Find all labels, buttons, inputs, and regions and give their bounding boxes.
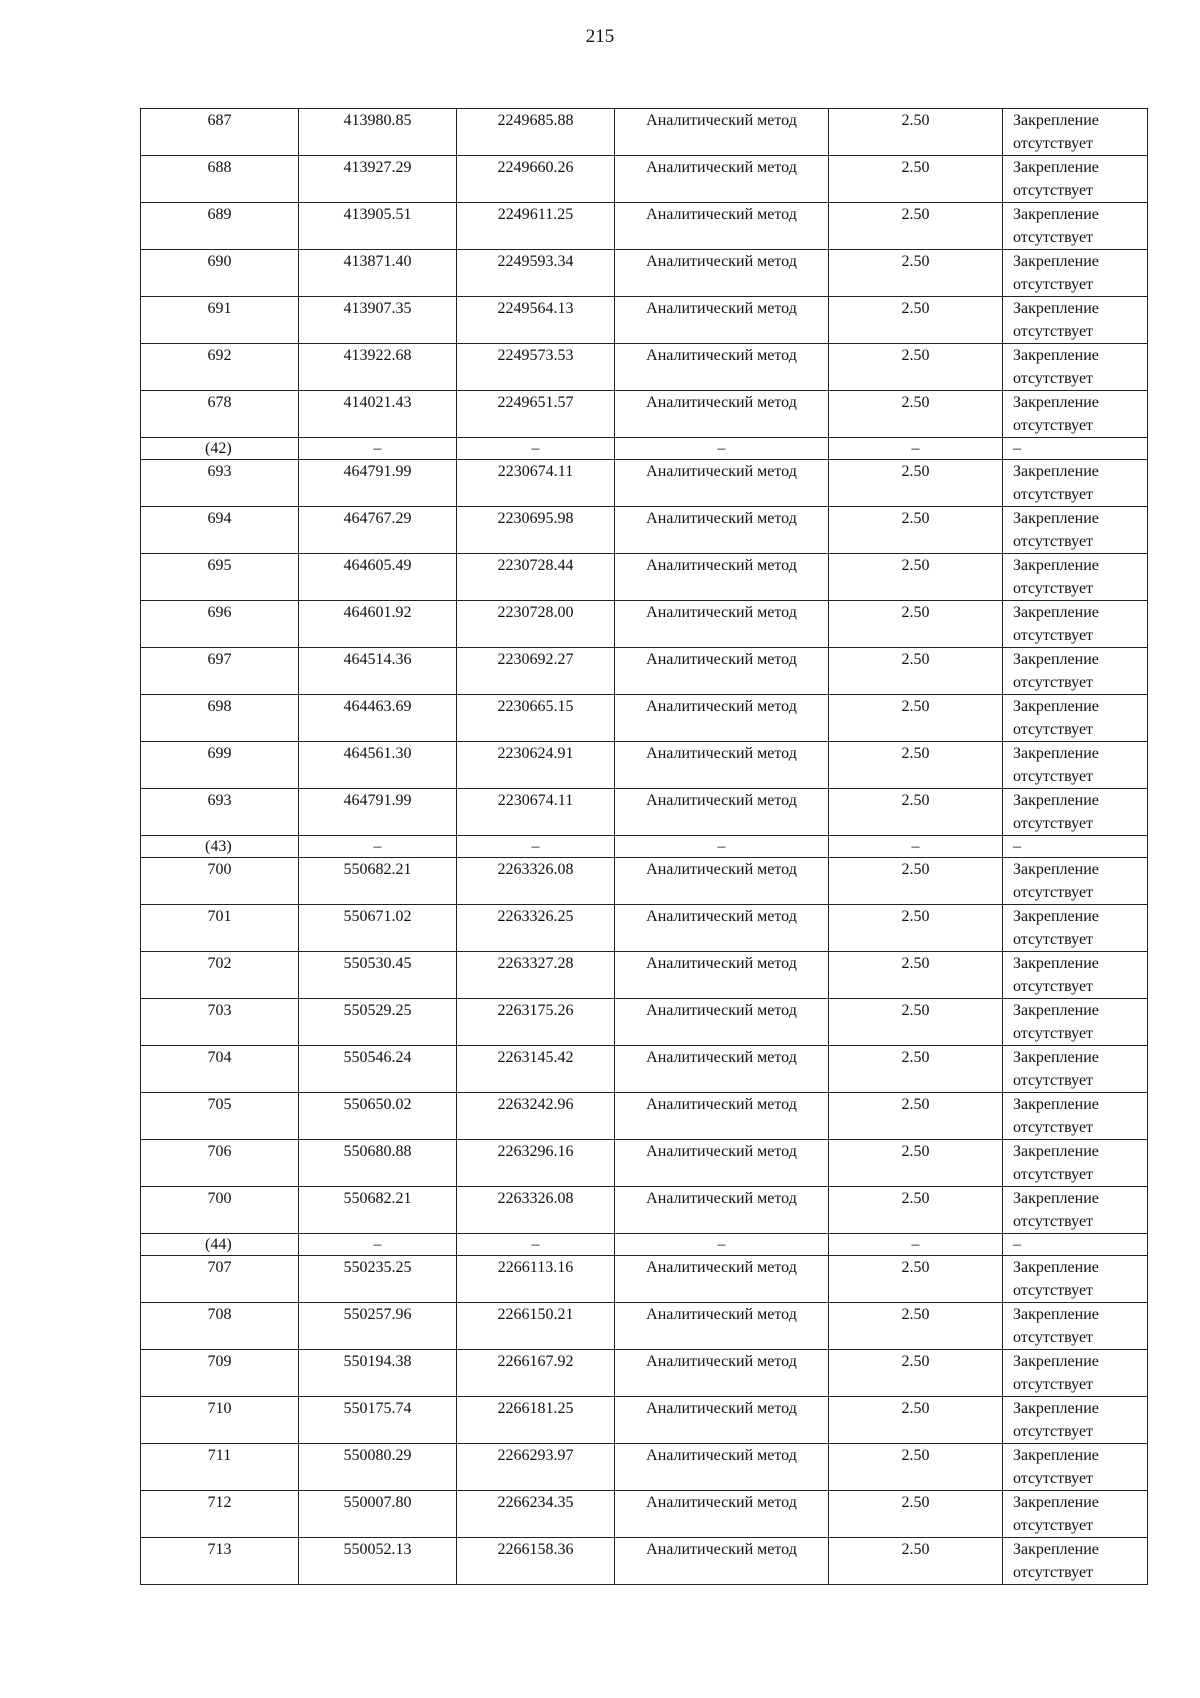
x-coordinate-cell: 550650.02 — [299, 1093, 457, 1140]
fixation-cell: Закрепление отсутствует — [1003, 1397, 1148, 1444]
fixation-cell: Закрепление отсутствует — [1003, 601, 1148, 648]
method-cell: Аналитический метод — [615, 203, 829, 250]
accuracy-cell: 2.50 — [829, 156, 1003, 203]
x-coordinate-cell: 464463.69 — [299, 695, 457, 742]
fixation-cell: Закрепление отсутствует — [1003, 344, 1148, 391]
y-coordinate-cell: 2230674.11 — [457, 460, 615, 507]
method-cell: Аналитический метод — [615, 1187, 829, 1234]
contour-separator-row — [141, 1234, 1148, 1256]
accuracy-cell: – — [829, 1234, 1003, 1256]
y-coordinate-cell: 2230692.27 — [457, 648, 615, 695]
accuracy-cell: 2.50 — [829, 601, 1003, 648]
method-cell: Аналитический метод — [615, 858, 829, 905]
table-row — [141, 1491, 1148, 1538]
accuracy-cell: 2.50 — [829, 554, 1003, 601]
method-cell: Аналитический метод — [615, 391, 829, 438]
fixation-cell: Закрепление отсутствует — [1003, 391, 1148, 438]
y-coordinate-cell: 2263296.16 — [457, 1140, 615, 1187]
y-coordinate-cell: 2263327.28 — [457, 952, 615, 999]
x-coordinate-cell: 464601.92 — [299, 601, 457, 648]
point-number-cell: 705 — [141, 1093, 299, 1140]
table-row — [141, 601, 1148, 648]
point-number-cell: 695 — [141, 554, 299, 601]
point-number-cell: 708 — [141, 1303, 299, 1350]
accuracy-cell: – — [829, 836, 1003, 858]
point-number-cell: (44) — [141, 1234, 299, 1256]
y-coordinate-cell: 2263326.25 — [457, 905, 615, 952]
x-coordinate-cell: 413871.40 — [299, 250, 457, 297]
method-cell: Аналитический метод — [615, 1093, 829, 1140]
point-number-cell: 701 — [141, 905, 299, 952]
method-cell: Аналитический метод — [615, 1303, 829, 1350]
accuracy-cell: 2.50 — [829, 1187, 1003, 1234]
method-cell: Аналитический метод — [615, 1256, 829, 1303]
accuracy-cell: 2.50 — [829, 1093, 1003, 1140]
accuracy-cell: 2.50 — [829, 250, 1003, 297]
x-coordinate-cell: 413905.51 — [299, 203, 457, 250]
y-coordinate-cell: 2266181.25 — [457, 1397, 615, 1444]
point-number-cell: 690 — [141, 250, 299, 297]
fixation-cell: Закрепление отсутствует — [1003, 789, 1148, 836]
method-cell: Аналитический метод — [615, 1444, 829, 1491]
fixation-cell: Закрепление отсутствует — [1003, 1491, 1148, 1538]
point-number-cell: 711 — [141, 1444, 299, 1491]
method-cell: Аналитический метод — [615, 344, 829, 391]
method-cell: Аналитический метод — [615, 601, 829, 648]
x-coordinate-cell: 550671.02 — [299, 905, 457, 952]
x-coordinate-cell: – — [299, 836, 457, 858]
table-row — [141, 1140, 1148, 1187]
accuracy-cell: 2.50 — [829, 858, 1003, 905]
accuracy-cell: 2.50 — [829, 391, 1003, 438]
point-number-cell: 689 — [141, 203, 299, 250]
y-coordinate-cell: 2249611.25 — [457, 203, 615, 250]
table-row — [141, 1538, 1148, 1585]
accuracy-cell: 2.50 — [829, 1046, 1003, 1093]
method-cell: Аналитический метод — [615, 789, 829, 836]
method-cell: – — [615, 1234, 829, 1256]
accuracy-cell: 2.50 — [829, 203, 1003, 250]
method-cell: Аналитический метод — [615, 460, 829, 507]
accuracy-cell: 2.50 — [829, 1444, 1003, 1491]
fixation-cell: Закрепление отсутствует — [1003, 1093, 1148, 1140]
y-coordinate-cell: 2249685.88 — [457, 109, 615, 156]
accuracy-cell: 2.50 — [829, 297, 1003, 344]
y-coordinate-cell: 2266167.92 — [457, 1350, 615, 1397]
point-number-cell: 700 — [141, 858, 299, 905]
x-coordinate-cell: 550682.21 — [299, 1187, 457, 1234]
point-number-cell: (43) — [141, 836, 299, 858]
y-coordinate-cell: 2266113.16 — [457, 1256, 615, 1303]
accuracy-cell: 2.50 — [829, 1140, 1003, 1187]
y-coordinate-cell: 2230665.15 — [457, 695, 615, 742]
page-number: 215 — [585, 26, 615, 47]
y-coordinate-cell: – — [457, 836, 615, 858]
accuracy-cell: 2.50 — [829, 648, 1003, 695]
table-row — [141, 1444, 1148, 1491]
y-coordinate-cell: 2230674.11 — [457, 789, 615, 836]
method-cell: Аналитический метод — [615, 742, 829, 789]
method-cell: Аналитический метод — [615, 952, 829, 999]
accuracy-cell: 2.50 — [829, 695, 1003, 742]
point-number-cell: 707 — [141, 1256, 299, 1303]
fixation-cell: Закрепление отсутствует — [1003, 1187, 1148, 1234]
fixation-cell: Закрепление отсутствует — [1003, 156, 1148, 203]
y-coordinate-cell: 2230695.98 — [457, 507, 615, 554]
fixation-cell: Закрепление отсутствует — [1003, 1538, 1148, 1585]
point-number-cell: 694 — [141, 507, 299, 554]
x-coordinate-cell: – — [299, 1234, 457, 1256]
x-coordinate-cell: 550530.45 — [299, 952, 457, 999]
x-coordinate-cell: 413907.35 — [299, 297, 457, 344]
table-row — [141, 109, 1148, 156]
point-number-cell: 712 — [141, 1491, 299, 1538]
fixation-cell: Закрепление отсутствует — [1003, 460, 1148, 507]
x-coordinate-cell: 550682.21 — [299, 858, 457, 905]
fixation-cell: Закрепление отсутствует — [1003, 1140, 1148, 1187]
table-row — [141, 1256, 1148, 1303]
fixation-cell: Закрепление отсутствует — [1003, 297, 1148, 344]
accuracy-cell: 2.50 — [829, 460, 1003, 507]
table-row — [141, 999, 1148, 1046]
point-number-cell: (42) — [141, 438, 299, 460]
method-cell: Аналитический метод — [615, 156, 829, 203]
accuracy-cell: 2.50 — [829, 952, 1003, 999]
fixation-cell: Закрепление отсутствует — [1003, 1256, 1148, 1303]
x-coordinate-cell: 413927.29 — [299, 156, 457, 203]
table-row — [141, 1350, 1148, 1397]
fixation-cell: Закрепление отсутствует — [1003, 109, 1148, 156]
y-coordinate-cell: 2266234.35 — [457, 1491, 615, 1538]
table-row — [141, 507, 1148, 554]
method-cell: Аналитический метод — [615, 554, 829, 601]
point-number-cell: 678 — [141, 391, 299, 438]
fixation-cell: – — [1003, 1234, 1148, 1256]
accuracy-cell: 2.50 — [829, 1303, 1003, 1350]
x-coordinate-cell: 550080.29 — [299, 1444, 457, 1491]
fixation-cell: Закрепление отсутствует — [1003, 742, 1148, 789]
fixation-cell: Закрепление отсутствует — [1003, 1444, 1148, 1491]
fixation-cell: – — [1003, 438, 1148, 460]
point-number-cell: 706 — [141, 1140, 299, 1187]
method-cell: – — [615, 438, 829, 460]
method-cell: Аналитический метод — [615, 695, 829, 742]
table-row — [141, 460, 1148, 507]
fixation-cell: Закрепление отсутствует — [1003, 858, 1148, 905]
method-cell: Аналитический метод — [615, 1350, 829, 1397]
y-coordinate-cell: 2263145.42 — [457, 1046, 615, 1093]
accuracy-cell: 2.50 — [829, 1350, 1003, 1397]
table-row — [141, 1397, 1148, 1444]
accuracy-cell: 2.50 — [829, 999, 1003, 1046]
table-row — [141, 905, 1148, 952]
x-coordinate-cell: 464791.99 — [299, 460, 457, 507]
method-cell: Аналитический метод — [615, 1397, 829, 1444]
fixation-cell: Закрепление отсутствует — [1003, 905, 1148, 952]
accuracy-cell: 2.50 — [829, 344, 1003, 391]
method-cell: Аналитический метод — [615, 109, 829, 156]
x-coordinate-cell: 464767.29 — [299, 507, 457, 554]
point-number-cell: 692 — [141, 344, 299, 391]
point-number-cell: 687 — [141, 109, 299, 156]
y-coordinate-cell: 2249573.53 — [457, 344, 615, 391]
fixation-cell: Закрепление отсутствует — [1003, 1350, 1148, 1397]
y-coordinate-cell: 2230728.44 — [457, 554, 615, 601]
x-coordinate-cell: 550175.74 — [299, 1397, 457, 1444]
table-row — [141, 742, 1148, 789]
x-coordinate-cell: 550052.13 — [299, 1538, 457, 1585]
fixation-cell: – — [1003, 836, 1148, 858]
table-row — [141, 1046, 1148, 1093]
method-cell: – — [615, 836, 829, 858]
table-row — [141, 297, 1148, 344]
fixation-cell: Закрепление отсутствует — [1003, 250, 1148, 297]
accuracy-cell: 2.50 — [829, 789, 1003, 836]
point-number-cell: 710 — [141, 1397, 299, 1444]
y-coordinate-cell: 2263326.08 — [457, 1187, 615, 1234]
x-coordinate-cell: 413980.85 — [299, 109, 457, 156]
y-coordinate-cell: – — [457, 438, 615, 460]
method-cell: Аналитический метод — [615, 648, 829, 695]
x-coordinate-cell: 550235.25 — [299, 1256, 457, 1303]
accuracy-cell: 2.50 — [829, 109, 1003, 156]
table-row — [141, 789, 1148, 836]
method-cell: Аналитический метод — [615, 1140, 829, 1187]
fixation-cell: Закрепление отсутствует — [1003, 507, 1148, 554]
point-number-cell: 698 — [141, 695, 299, 742]
table-row — [141, 648, 1148, 695]
y-coordinate-cell: 2266158.36 — [457, 1538, 615, 1585]
x-coordinate-cell: 550546.24 — [299, 1046, 457, 1093]
fixation-cell: Закрепление отсутствует — [1003, 999, 1148, 1046]
fixation-cell: Закрепление отсутствует — [1003, 1046, 1148, 1093]
point-number-cell: 696 — [141, 601, 299, 648]
point-number-cell: 688 — [141, 156, 299, 203]
x-coordinate-cell: 464605.49 — [299, 554, 457, 601]
contour-separator-row — [141, 836, 1148, 858]
table-row — [141, 344, 1148, 391]
fixation-cell: Закрепление отсутствует — [1003, 554, 1148, 601]
x-coordinate-cell: 464791.99 — [299, 789, 457, 836]
accuracy-cell: – — [829, 438, 1003, 460]
method-cell: Аналитический метод — [615, 507, 829, 554]
method-cell: Аналитический метод — [615, 999, 829, 1046]
x-coordinate-cell: 550194.38 — [299, 1350, 457, 1397]
method-cell: Аналитический метод — [615, 297, 829, 344]
point-number-cell: 703 — [141, 999, 299, 1046]
point-number-cell: 697 — [141, 648, 299, 695]
fixation-cell: Закрепление отсутствует — [1003, 695, 1148, 742]
fixation-cell: Закрепление отсутствует — [1003, 203, 1148, 250]
contour-separator-row — [141, 438, 1148, 460]
coordinates-table — [140, 108, 1148, 1585]
point-number-cell: 691 — [141, 297, 299, 344]
x-coordinate-cell: 413922.68 — [299, 344, 457, 391]
table-row — [141, 1187, 1148, 1234]
y-coordinate-cell: 2249651.57 — [457, 391, 615, 438]
point-number-cell: 709 — [141, 1350, 299, 1397]
point-number-cell: 700 — [141, 1187, 299, 1234]
coordinates-table-body — [141, 109, 1148, 1585]
fixation-cell: Закрепление отсутствует — [1003, 1303, 1148, 1350]
method-cell: Аналитический метод — [615, 1538, 829, 1585]
point-number-cell: 693 — [141, 460, 299, 507]
y-coordinate-cell: 2263175.26 — [457, 999, 615, 1046]
point-number-cell: 693 — [141, 789, 299, 836]
table-row — [141, 858, 1148, 905]
fixation-cell: Закрепление отсутствует — [1003, 952, 1148, 999]
y-coordinate-cell: 2263242.96 — [457, 1093, 615, 1140]
accuracy-cell: 2.50 — [829, 1256, 1003, 1303]
table-row — [141, 1093, 1148, 1140]
table-row — [141, 391, 1148, 438]
x-coordinate-cell: – — [299, 438, 457, 460]
table-row — [141, 1303, 1148, 1350]
table-row — [141, 952, 1148, 999]
y-coordinate-cell: 2249593.34 — [457, 250, 615, 297]
accuracy-cell: 2.50 — [829, 1491, 1003, 1538]
x-coordinate-cell: 414021.43 — [299, 391, 457, 438]
table-row — [141, 250, 1148, 297]
y-coordinate-cell: – — [457, 1234, 615, 1256]
accuracy-cell: 2.50 — [829, 1397, 1003, 1444]
table-row — [141, 695, 1148, 742]
point-number-cell: 713 — [141, 1538, 299, 1585]
y-coordinate-cell: 2266293.97 — [457, 1444, 615, 1491]
accuracy-cell: 2.50 — [829, 905, 1003, 952]
y-coordinate-cell: 2263326.08 — [457, 858, 615, 905]
table-row — [141, 203, 1148, 250]
table-row — [141, 156, 1148, 203]
x-coordinate-cell: 550529.25 — [299, 999, 457, 1046]
y-coordinate-cell: 2249564.13 — [457, 297, 615, 344]
table-row — [141, 554, 1148, 601]
y-coordinate-cell: 2249660.26 — [457, 156, 615, 203]
method-cell: Аналитический метод — [615, 905, 829, 952]
x-coordinate-cell: 550680.88 — [299, 1140, 457, 1187]
y-coordinate-cell: 2230728.00 — [457, 601, 615, 648]
accuracy-cell: 2.50 — [829, 742, 1003, 789]
point-number-cell: 702 — [141, 952, 299, 999]
fixation-cell: Закрепление отсутствует — [1003, 648, 1148, 695]
x-coordinate-cell: 464561.30 — [299, 742, 457, 789]
y-coordinate-cell: 2230624.91 — [457, 742, 615, 789]
x-coordinate-cell: 550007.80 — [299, 1491, 457, 1538]
accuracy-cell: 2.50 — [829, 507, 1003, 554]
point-number-cell: 704 — [141, 1046, 299, 1093]
x-coordinate-cell: 464514.36 — [299, 648, 457, 695]
x-coordinate-cell: 550257.96 — [299, 1303, 457, 1350]
method-cell: Аналитический метод — [615, 250, 829, 297]
method-cell: Аналитический метод — [615, 1046, 829, 1093]
point-number-cell: 699 — [141, 742, 299, 789]
y-coordinate-cell: 2266150.21 — [457, 1303, 615, 1350]
accuracy-cell: 2.50 — [829, 1538, 1003, 1585]
method-cell: Аналитический метод — [615, 1491, 829, 1538]
